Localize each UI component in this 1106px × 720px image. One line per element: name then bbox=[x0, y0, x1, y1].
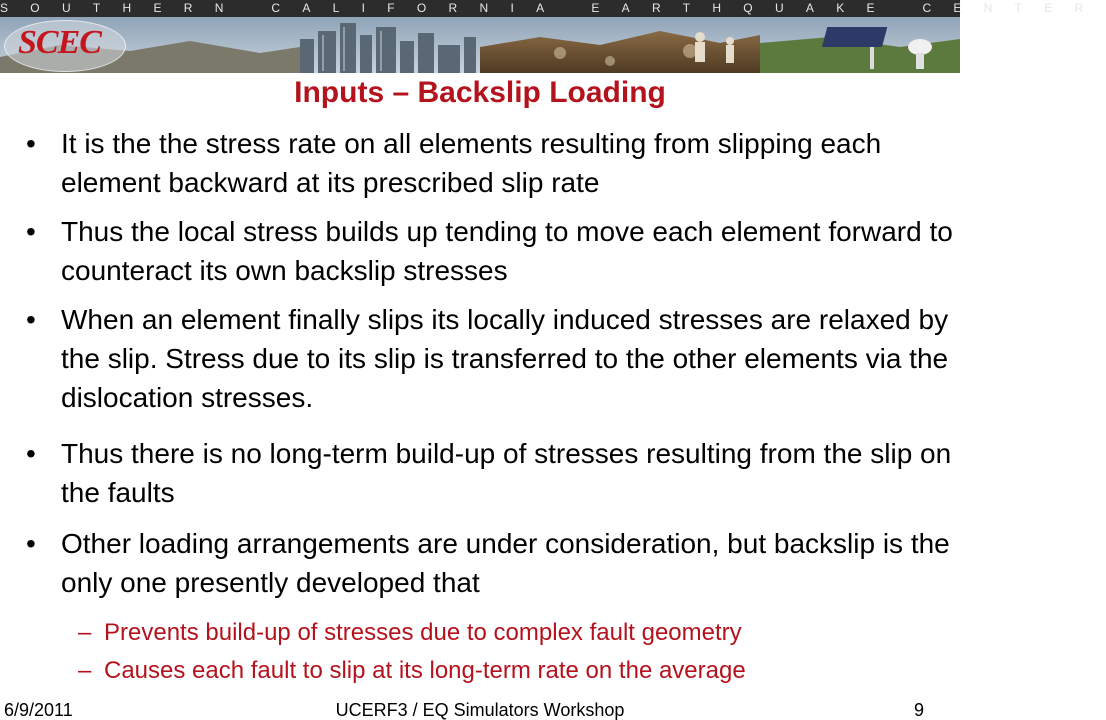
subbullet-glyph: – bbox=[78, 657, 92, 684]
bullet-glyph: • bbox=[26, 438, 36, 469]
bullet-text: Thus there is no long-term build-up of stresses resulting from the slip on the faults bbox=[61, 438, 952, 508]
subbullet-glyph: – bbox=[78, 619, 92, 646]
subbullet-text: Causes each fault to slip at its long-term rate on the average bbox=[104, 657, 746, 684]
org-name: SOUTHERN CALIFORNIA EARTHQUAKE CENTER bbox=[0, 1, 1106, 15]
bullet-text: Other loading arrangements are under consideration, but backslip is the only one presently developed that bbox=[61, 528, 950, 598]
subbullet-text: Prevents build-up of stresses due to complex fault geometry bbox=[104, 619, 742, 646]
header-banner bbox=[0, 0, 1106, 73]
bullet-glyph: • bbox=[26, 128, 36, 159]
bullet-text: Thus the local stress builds up tending to move each element forward to counteract its own backslip stresses bbox=[61, 216, 953, 286]
org-name-strip bbox=[0, 0, 1106, 17]
banner-photo-collage bbox=[0, 17, 960, 73]
slide-footer bbox=[0, 700, 960, 720]
bullet-text: When an element finally slips its locally induced stresses are relaxed by the slip. Stress due to its slip is transferred to the other elements via the dislocation stresses. bbox=[61, 304, 949, 413]
footer-title: UCERF3 / EQ Simulators Workshop bbox=[335, 700, 625, 720]
page-number: 9 bbox=[913, 700, 924, 720]
bullet-glyph: • bbox=[26, 528, 36, 559]
bullet-glyph: • bbox=[26, 304, 36, 335]
bullet-glyph: • bbox=[26, 216, 36, 247]
slide-title: Inputs – Backslip Loading bbox=[294, 76, 666, 109]
scec-logo-text: SCEC bbox=[18, 24, 101, 61]
footer-date: 6/9/2011 bbox=[4, 700, 73, 720]
bullet-text: It is the the stress rate on all elements resulting from slipping each element backward at its prescribed slip rate bbox=[61, 128, 882, 198]
